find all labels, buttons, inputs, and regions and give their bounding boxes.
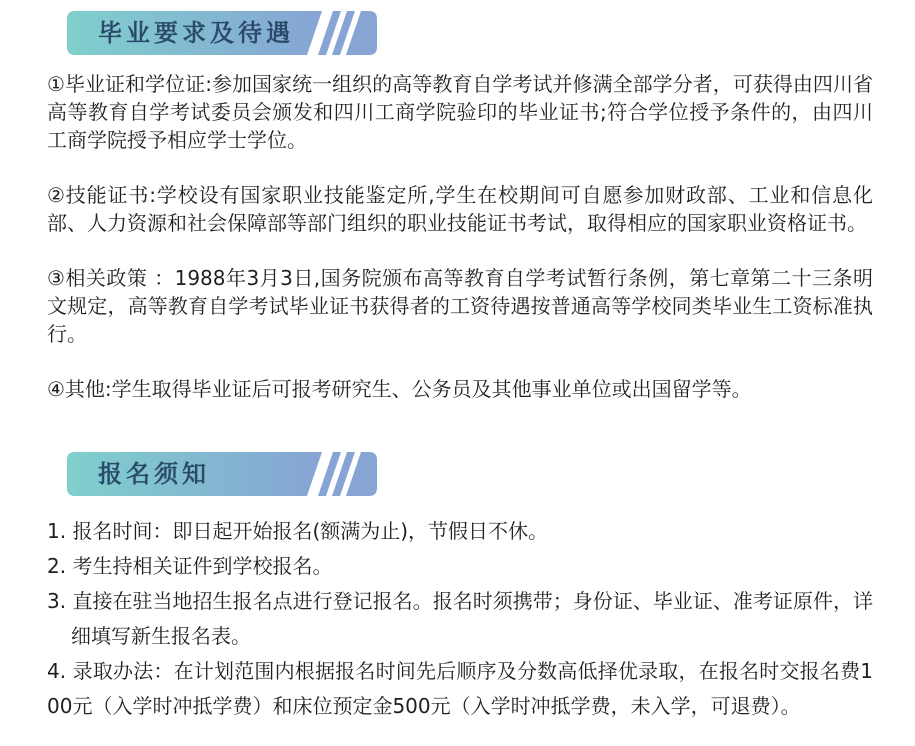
list-item: 3. 直接在驻当地招生报名点进行登记报名。报名时须携带；身份证、毕业证、准考证原件，详细填写新生报名表。 xyxy=(47,589,873,648)
paragraph-other: ④其他:学生取得毕业证后可报考研究生、公务员及其他事业单位或出国留学等。 xyxy=(47,377,752,401)
paragraph-policy: ③相关政策 ：1988年3月3日,国务院颁布高等教育自学考试暂行条例，第七章第二十三条明文规定，高等教育自学考试毕业证书获得者的工资待遇按普通高等学校同类毕业生工资标准执行。 xyxy=(47,266,873,346)
registration-list xyxy=(47,514,873,724)
section-banner-graduation xyxy=(67,11,377,55)
graduation-section-body xyxy=(47,70,873,430)
section-title: 报名须知 xyxy=(98,460,210,488)
paragraph-diploma: ①毕业证和学位证:参加国家统一组织的高等教育自学考试并修满全部学分者，可获得由四川省高等教育自学考试委员会颁发和四川工商学院验印的毕业证书;符合学位授予条件的，由四川工商学院授予相应学士学位。 xyxy=(47,72,873,152)
paragraph-skill-certificate: ②技能证书:学校设有国家职业技能鉴定所,学生在校期间可自愿参加财政部、工业和信息化部、人力资源和社会保障部等部门组织的职业技能证书考试，取得相应的国家职业资格证书。 xyxy=(47,183,873,235)
list-item: 1. 报名时间：即日起开始报名(额满为止)，节假日不休。 xyxy=(47,519,549,543)
list-item: 4. 录取办法：在计划范围内根据报名时间先后顺序及分数高低择优录取，在报名时交报名费100元（入学时冲抵学费）和床位预定金500元（入学时冲抵学费，未入学，可退费）。 xyxy=(47,659,873,718)
section-title: 毕业要求及待遇 xyxy=(98,19,294,47)
section-banner-registration xyxy=(67,452,377,496)
list-item: 2. 考生持相关证件到学校报名。 xyxy=(47,554,333,578)
